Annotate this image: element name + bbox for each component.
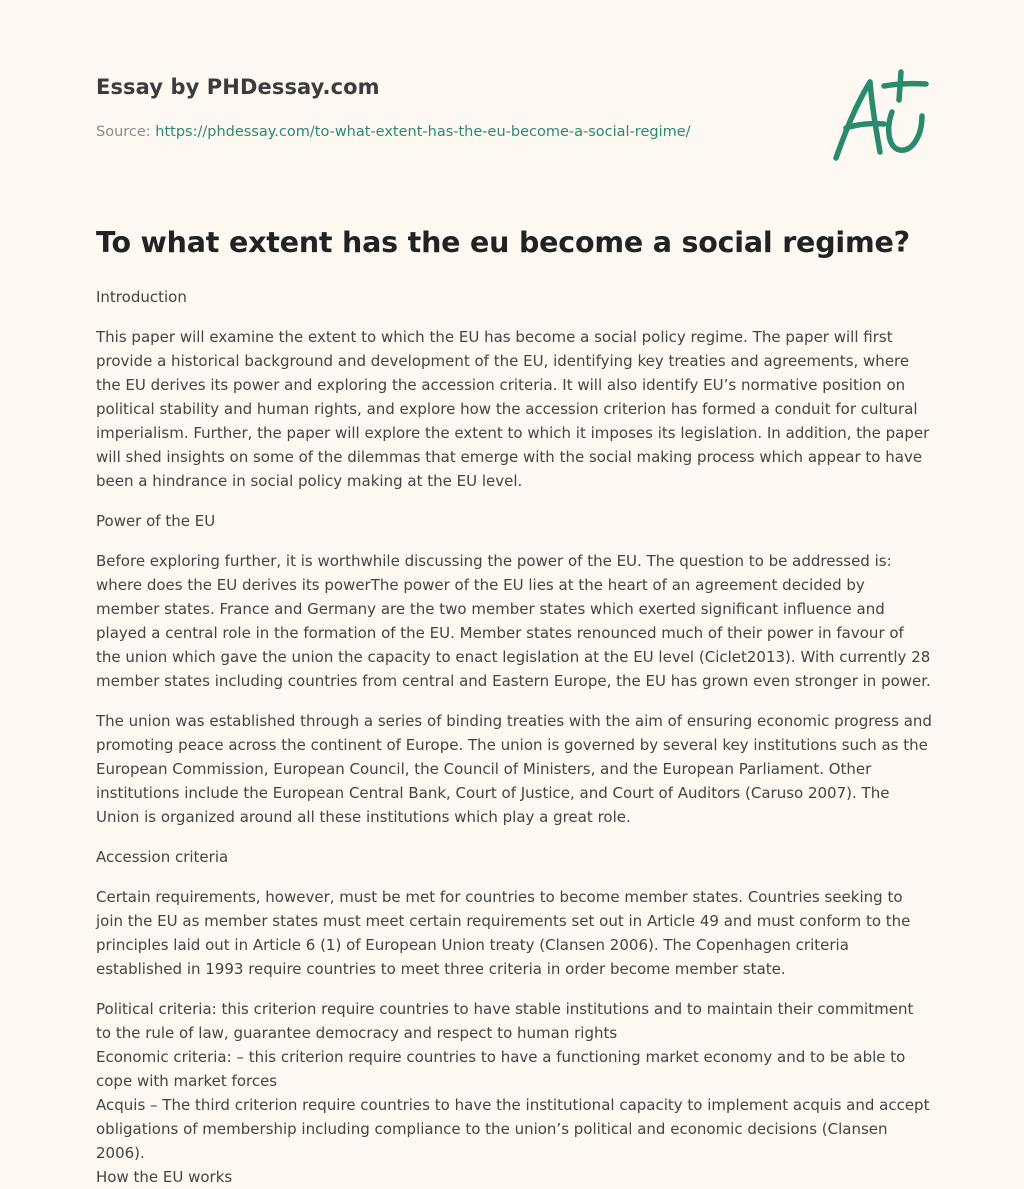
paragraph-power-1: Before exploring further, it is worthwhile discussing the power of the EU. The question to be addressed is: where does the EU derives its powerThe power of the EU lies at the heart of an agreement decided by member states. France and Germany are the two member states which exerted significant influence and played a central role in the formation of the EU. Member states renounced much of their power in favour of the union which gave the union the capacity to enact legislation at the EU level (Ciclet2013). With currently 28 member states including countries from central and Eastern Europe, the EU has grown even stronger in power. <box>96 552 931 690</box>
source-link[interactable]: https://phdessay.com/to-what-extent-has-the-eu-become-a-social-regime/ <box>155 124 691 140</box>
source-line <box>96 124 691 140</box>
section-heading-how-eu-works: How the EU works <box>96 1168 233 1186</box>
article-body <box>96 285 932 1189</box>
paragraph-power-2: The union was established through a series of binding treaties with the aim of ensuring economic progress and promoting peace across the continent of Europe. The union is governed by several key institutions such as the European Commission, European Council, the Council of Ministers, and the European Parliament. Other institutions include the European Central Bank, Court of Justice, and Court of Auditors (Caruso 2007). The Union is organized around all these institutions which play a great role. <box>96 712 932 826</box>
header <box>96 0 928 200</box>
section-heading-power: Power of the EU <box>96 512 216 530</box>
page-title: To what extent has the eu become a social regime? <box>96 226 910 259</box>
paragraph-accession: Certain requirements, however, must be met for countries to become member states. Countries seeking to join the EU as member states must meet certain requirements set out in Article 49 and must conform to the principles laid out in Article 6 (1) of European Union treaty (Clansen 2006). The Copenhagen criteria established in 1993 require countries to meet three criteria in order become member state. <box>96 888 911 978</box>
section-heading-introduction: Introduction <box>96 288 187 306</box>
criteria-economic: Economic criteria: – this criterion require countries to have a functioning market economy and to be able to cope with market forces <box>96 1048 906 1090</box>
paragraph-introduction: This paper will examine the extent to which the EU has become a social policy regime. The paper will first provide a historical background and development of the EU, identifying key treaties and agreements, where the EU derives its power and exploring the accession criteria. It will also identify EU’s normative position on political stability and human rights, and explore how the accession criterion has formed a conduit for cultural imperialism. Further, the paper will explore the extent to which it imposes its legislation. In addition, the paper will shed insights on some of the dilemmas that emerge with the social making process which appear to have been a hindrance in social policy making at the EU level. <box>96 328 930 490</box>
criteria-political: Political criteria: this criterion require countries to have stable institutions and to maintain their commitment to the rule of law, guarantee democracy and respect to human rights <box>96 1000 914 1042</box>
a-plus-logo-icon <box>826 66 930 166</box>
site-brand: Essay by PHDessay.com <box>96 75 380 99</box>
criteria-acquis: Acquis – The third criterion require countries to have the institutional capacity to implement acquis and accept obligations of membership including compliance to the union’s political and economic decisions (Clansen 2006). <box>96 1096 930 1162</box>
section-heading-accession: Accession criteria <box>96 848 229 866</box>
source-label: Source: <box>96 124 151 140</box>
